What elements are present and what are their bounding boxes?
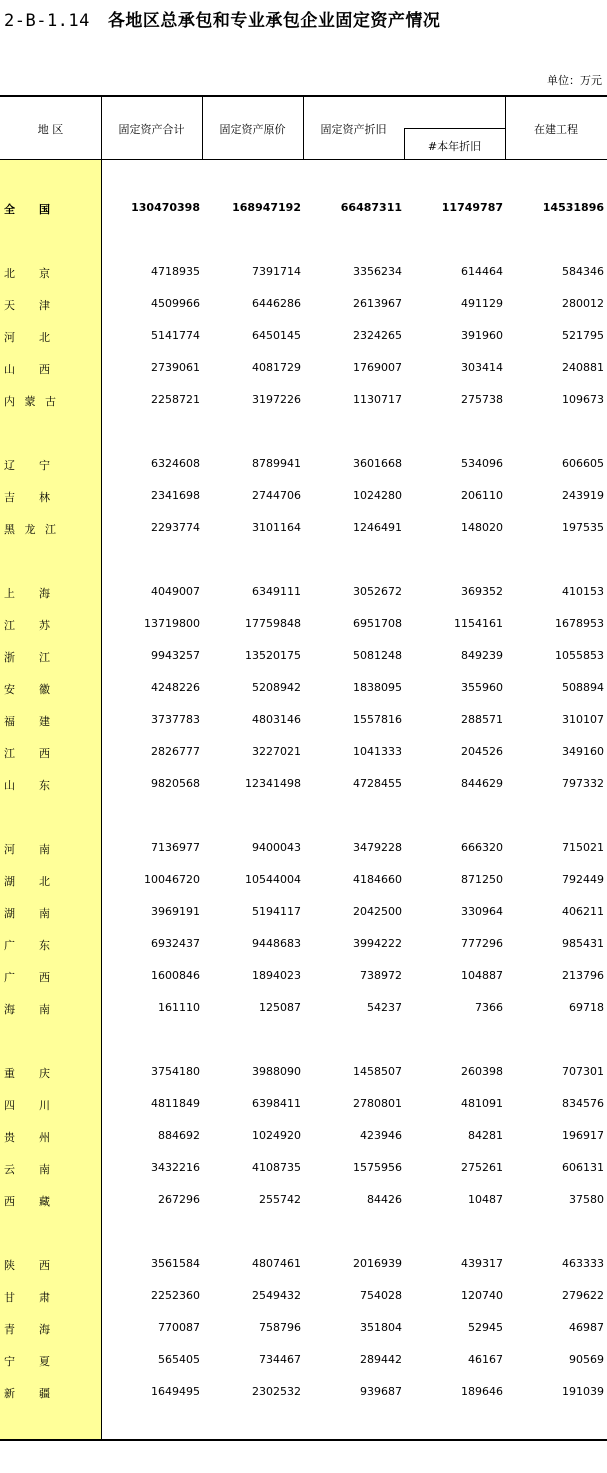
value-cell: 46167 xyxy=(468,1353,503,1366)
value-cell: 349160 xyxy=(562,745,604,758)
value-cell: 46987 xyxy=(569,1321,604,1334)
value-cell: 5141774 xyxy=(151,329,200,342)
value-cell: 13719800 xyxy=(144,617,200,630)
header-original: 固定资产原价 xyxy=(219,123,286,136)
region-name: 广 西 xyxy=(4,971,50,984)
table-row xyxy=(0,486,607,506)
value-cell: 1557816 xyxy=(353,713,402,726)
table-row xyxy=(0,1094,607,1114)
value-cell: 369352 xyxy=(461,585,503,598)
value-cell: 4184660 xyxy=(353,873,402,886)
value-cell: 666320 xyxy=(461,841,503,854)
value-cell: 37580 xyxy=(569,1193,604,1206)
value-cell: 1678953 xyxy=(555,617,604,630)
value-cell: 6398411 xyxy=(252,1097,301,1110)
value-cell: 985431 xyxy=(562,937,604,950)
value-cell: 3101164 xyxy=(252,521,301,534)
value-cell: 3988090 xyxy=(252,1065,301,1078)
value-cell: 3969191 xyxy=(151,905,200,918)
value-cell: 3601668 xyxy=(353,457,402,470)
value-cell: 267296 xyxy=(158,1193,200,1206)
value-cell: 310107 xyxy=(562,713,604,726)
value-cell: 14531896 xyxy=(542,201,604,214)
value-cell: 2341698 xyxy=(151,489,200,502)
value-cell: 275738 xyxy=(461,393,503,406)
value-cell: 1154161 xyxy=(454,617,503,630)
table-row xyxy=(0,326,607,346)
value-cell: 4248226 xyxy=(151,681,200,694)
region-name: 安 徽 xyxy=(4,683,50,696)
value-cell: 758796 xyxy=(259,1321,301,1334)
value-cell: 288571 xyxy=(461,713,503,726)
value-cell: 871250 xyxy=(461,873,503,886)
page-title xyxy=(4,6,440,31)
table-row xyxy=(0,774,607,794)
value-cell: 423946 xyxy=(360,1129,402,1142)
region-name: 贵 州 xyxy=(4,1131,50,1144)
value-cell: 406211 xyxy=(562,905,604,918)
table-row xyxy=(0,454,607,474)
region-name: 辽 宁 xyxy=(4,459,50,472)
value-cell: 3737783 xyxy=(151,713,200,726)
value-cell: 12341498 xyxy=(245,777,301,790)
region-column-background xyxy=(0,160,101,1440)
value-cell: 5081248 xyxy=(353,649,402,662)
table-row xyxy=(0,934,607,954)
value-cell: 3227021 xyxy=(252,745,301,758)
table-row xyxy=(0,1318,607,1338)
region-name: 陕 西 xyxy=(4,1259,50,1272)
value-cell: 4803146 xyxy=(252,713,301,726)
value-cell: 275261 xyxy=(461,1161,503,1174)
value-cell: 10046720 xyxy=(144,873,200,886)
value-cell: 240881 xyxy=(562,361,604,374)
value-cell: 355960 xyxy=(461,681,503,694)
value-cell: 2324265 xyxy=(353,329,402,342)
table-row xyxy=(0,902,607,922)
value-cell: 5208942 xyxy=(252,681,301,694)
table-row xyxy=(0,294,607,314)
value-cell: 715021 xyxy=(562,841,604,854)
table-row xyxy=(0,1126,607,1146)
value-cell: 206110 xyxy=(461,489,503,502)
value-cell: 4718935 xyxy=(151,265,200,278)
value-cell: 6450145 xyxy=(252,329,301,342)
value-cell: 738972 xyxy=(360,969,402,982)
value-cell: 197535 xyxy=(562,521,604,534)
value-cell: 17759848 xyxy=(245,617,301,630)
value-cell: 3754180 xyxy=(151,1065,200,1078)
value-cell: 2258721 xyxy=(151,393,200,406)
value-cell: 3052672 xyxy=(353,585,402,598)
value-cell: 707301 xyxy=(562,1065,604,1078)
value-cell: 2826777 xyxy=(151,745,200,758)
value-cell: 289442 xyxy=(360,1353,402,1366)
region-name: 山 西 xyxy=(4,363,50,376)
header-construction: 在建工程 xyxy=(534,123,578,136)
value-cell: 10487 xyxy=(468,1193,503,1206)
header-this-year: #本年折旧 xyxy=(427,140,482,153)
value-cell: 1769007 xyxy=(353,361,402,374)
table-row xyxy=(0,998,607,1018)
value-cell: 1649495 xyxy=(151,1385,200,1398)
value-cell: 148020 xyxy=(461,521,503,534)
value-cell: 754028 xyxy=(360,1289,402,1302)
table-title: 各地区总承包和专业承包企业固定资产情况 xyxy=(107,11,441,31)
value-cell: 584346 xyxy=(562,265,604,278)
value-cell: 8789941 xyxy=(252,457,301,470)
value-cell: 243919 xyxy=(562,489,604,502)
region-name: 江 西 xyxy=(4,747,50,760)
value-cell: 90569 xyxy=(569,1353,604,1366)
region-name: 天 津 xyxy=(4,299,50,312)
value-cell: 1024280 xyxy=(353,489,402,502)
region-column-border xyxy=(101,160,102,1440)
value-cell: 9400043 xyxy=(252,841,301,854)
value-cell: 6349111 xyxy=(252,585,301,598)
value-cell: 3356234 xyxy=(353,265,402,278)
value-cell: 2252360 xyxy=(151,1289,200,1302)
value-cell: 161110 xyxy=(158,1001,200,1014)
table-row xyxy=(0,1158,607,1178)
table-row xyxy=(0,1286,607,1306)
unit-label: 单位：万元 xyxy=(547,74,602,87)
value-cell: 1575956 xyxy=(353,1161,402,1174)
table-row xyxy=(0,1190,607,1210)
table-row xyxy=(0,198,607,218)
value-cell: 1894023 xyxy=(252,969,301,982)
value-cell: 410153 xyxy=(562,585,604,598)
value-cell: 1246491 xyxy=(353,521,402,534)
value-cell: 508894 xyxy=(562,681,604,694)
value-cell: 797332 xyxy=(562,777,604,790)
value-cell: 939687 xyxy=(360,1385,402,1398)
value-cell: 3561584 xyxy=(151,1257,200,1270)
region-name: 福 建 xyxy=(4,715,50,728)
region-name: 浙 江 xyxy=(4,651,50,664)
region-name: 西 藏 xyxy=(4,1195,50,1208)
value-cell: 330964 xyxy=(461,905,503,918)
table-row xyxy=(0,710,607,730)
value-cell: 6932437 xyxy=(151,937,200,950)
value-cell: 1458507 xyxy=(353,1065,402,1078)
value-cell: 351804 xyxy=(360,1321,402,1334)
region-name: 云 南 xyxy=(4,1163,50,1176)
value-cell: 189646 xyxy=(461,1385,503,1398)
table-row xyxy=(0,1254,607,1274)
table-row xyxy=(0,1350,607,1370)
value-cell: 52945 xyxy=(468,1321,503,1334)
value-cell: 565405 xyxy=(158,1353,200,1366)
region-name: 海 南 xyxy=(4,1003,50,1016)
table-row xyxy=(0,742,607,762)
value-cell: 10544004 xyxy=(245,873,301,886)
header-region: 地 区 xyxy=(37,123,64,136)
value-cell: 844629 xyxy=(461,777,503,790)
value-cell: 4108735 xyxy=(252,1161,301,1174)
table-row xyxy=(0,518,607,538)
value-cell: 7391714 xyxy=(252,265,301,278)
value-cell: 109673 xyxy=(562,393,604,406)
region-name: 四 川 xyxy=(4,1099,50,1112)
value-cell: 734467 xyxy=(259,1353,301,1366)
value-cell: 6446286 xyxy=(252,297,301,310)
value-cell: 13520175 xyxy=(245,649,301,662)
value-cell: 66487311 xyxy=(340,201,402,214)
value-cell: 7366 xyxy=(475,1001,503,1014)
value-cell: 2016939 xyxy=(353,1257,402,1270)
value-cell: 2302532 xyxy=(252,1385,301,1398)
value-cell: 614464 xyxy=(461,265,503,278)
value-cell: 279622 xyxy=(562,1289,604,1302)
value-cell: 4049007 xyxy=(151,585,200,598)
region-name: 北 京 xyxy=(4,267,50,280)
value-cell: 2780801 xyxy=(353,1097,402,1110)
table-row xyxy=(0,582,607,602)
region-name: 新 疆 xyxy=(4,1387,50,1400)
region-name: 全 国 xyxy=(4,203,50,216)
region-name: 湖 北 xyxy=(4,875,50,888)
value-cell: 4081729 xyxy=(252,361,301,374)
region-name: 山 东 xyxy=(4,779,50,792)
table-bottom-border xyxy=(0,1439,607,1441)
value-cell: 6324608 xyxy=(151,457,200,470)
value-cell: 84426 xyxy=(367,1193,402,1206)
value-cell: 120740 xyxy=(461,1289,503,1302)
value-cell: 463333 xyxy=(562,1257,604,1270)
region-name: 重 庆 xyxy=(4,1067,50,1080)
value-cell: 1838095 xyxy=(353,681,402,694)
table-code: 2-B-1.14 xyxy=(4,11,90,31)
table-row xyxy=(0,1062,607,1082)
table-row xyxy=(0,678,607,698)
value-cell: 1024920 xyxy=(252,1129,301,1142)
value-cell: 54237 xyxy=(367,1001,402,1014)
value-cell: 2293774 xyxy=(151,521,200,534)
value-cell: 2042500 xyxy=(353,905,402,918)
value-cell: 3479228 xyxy=(353,841,402,854)
value-cell: 481091 xyxy=(461,1097,503,1110)
region-name: 宁 夏 xyxy=(4,1355,50,1368)
value-cell: 849239 xyxy=(461,649,503,662)
value-cell: 1041333 xyxy=(353,745,402,758)
table-row xyxy=(0,870,607,890)
value-cell: 391960 xyxy=(461,329,503,342)
value-cell: 2549432 xyxy=(252,1289,301,1302)
table-row xyxy=(0,390,607,410)
value-cell: 196917 xyxy=(562,1129,604,1142)
value-cell: 2744706 xyxy=(252,489,301,502)
value-cell: 255742 xyxy=(259,1193,301,1206)
region-name: 广 东 xyxy=(4,939,50,952)
value-cell: 834576 xyxy=(562,1097,604,1110)
region-name: 吉 林 xyxy=(4,491,50,504)
value-cell: 6951708 xyxy=(353,617,402,630)
region-name: 甘 肃 xyxy=(4,1291,50,1304)
value-cell: 191039 xyxy=(562,1385,604,1398)
value-cell: 606131 xyxy=(562,1161,604,1174)
value-cell: 3432216 xyxy=(151,1161,200,1174)
region-name: 河 北 xyxy=(4,331,50,344)
region-name: 河 南 xyxy=(4,843,50,856)
value-cell: 168947192 xyxy=(232,201,301,214)
value-cell: 213796 xyxy=(562,969,604,982)
table-row xyxy=(0,646,607,666)
table-row xyxy=(0,262,607,282)
header-total: 固定资产合计 xyxy=(118,123,185,136)
value-cell: 439317 xyxy=(461,1257,503,1270)
value-cell: 130470398 xyxy=(131,201,200,214)
region-name: 内 蒙 古 xyxy=(4,395,56,408)
value-cell: 84281 xyxy=(468,1129,503,1142)
region-name: 湖 南 xyxy=(4,907,50,920)
region-name: 青 海 xyxy=(4,1323,50,1336)
value-cell: 104887 xyxy=(461,969,503,982)
value-cell: 491129 xyxy=(461,297,503,310)
value-cell: 9820568 xyxy=(151,777,200,790)
value-cell: 1055853 xyxy=(555,649,604,662)
table-row xyxy=(0,614,607,634)
value-cell: 4509966 xyxy=(151,297,200,310)
region-name: 黑 龙 江 xyxy=(4,523,56,536)
value-cell: 3197226 xyxy=(252,393,301,406)
value-cell: 69718 xyxy=(569,1001,604,1014)
value-cell: 9943257 xyxy=(151,649,200,662)
region-name: 上 海 xyxy=(4,587,50,600)
table-row xyxy=(0,1382,607,1402)
value-cell: 4811849 xyxy=(151,1097,200,1110)
value-cell: 770087 xyxy=(158,1321,200,1334)
table-row xyxy=(0,358,607,378)
value-cell: 792449 xyxy=(562,873,604,886)
value-cell: 521795 xyxy=(562,329,604,342)
value-cell: 7136977 xyxy=(151,841,200,854)
value-cell: 534096 xyxy=(461,457,503,470)
value-cell: 125087 xyxy=(259,1001,301,1014)
header-depreciation: 固定资产折旧 xyxy=(320,123,387,136)
value-cell: 884692 xyxy=(158,1129,200,1142)
table-row xyxy=(0,838,607,858)
value-cell: 204526 xyxy=(461,745,503,758)
value-cell: 4728455 xyxy=(353,777,402,790)
value-cell: 280012 xyxy=(562,297,604,310)
header-subdivider xyxy=(404,128,505,129)
table-row xyxy=(0,966,607,986)
value-cell: 9448683 xyxy=(252,937,301,950)
value-cell: 11749787 xyxy=(441,201,503,214)
value-cell: 2613967 xyxy=(353,297,402,310)
value-cell: 260398 xyxy=(461,1065,503,1078)
value-cell: 606605 xyxy=(562,457,604,470)
value-cell: 4807461 xyxy=(252,1257,301,1270)
value-cell: 1130717 xyxy=(353,393,402,406)
value-cell: 3994222 xyxy=(353,937,402,950)
value-cell: 2739061 xyxy=(151,361,200,374)
value-cell: 303414 xyxy=(461,361,503,374)
value-cell: 1600846 xyxy=(151,969,200,982)
value-cell: 5194117 xyxy=(252,905,301,918)
value-cell: 777296 xyxy=(461,937,503,950)
region-name: 江 苏 xyxy=(4,619,50,632)
